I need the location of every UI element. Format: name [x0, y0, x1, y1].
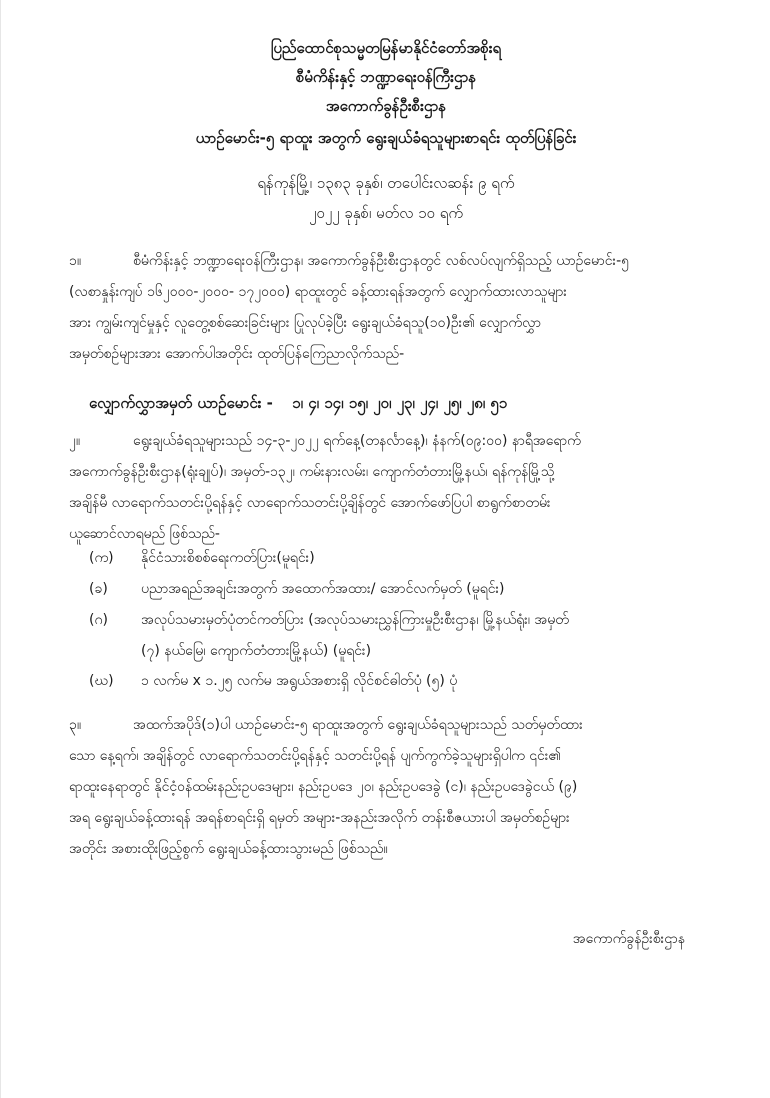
- paragraph-line: ရာထူးနေရာတွင် နိုင်ငံ့ဝန်ထမ်းနည်းဥပဒေများ၊ နည်းဥပဒေ ၂၀၊ နည်းဥပဒေခွဲ (င)၊ နည်းဥပဒေခွဲငယ် (၉): [69, 779, 578, 795]
- myanmar-date: ရန်ကုန်မြို့၊ ၁၃၈၃ ခုနှစ်၊ တပေါင်းလဆန်း ၉ ရက်: [257, 174, 515, 192]
- application-numbers-label: လျှောက်လွှာအမှတ် ယာဉ်မောင်း -: [89, 394, 273, 412]
- list-item: [89, 605, 709, 667]
- selected-application-numbers: [89, 394, 507, 416]
- application-numbers-values: ၁၊ ၄၊ ၁၄၊ ၁၅၊ ၂၀၊ ၂၃၊ ၂၄၊ ၂၅၊ ၂၈၊ ၅၁: [292, 394, 508, 412]
- list-item-text: ပညာအရည်အချင်းအတွက် အထောက်အထား/ အောင်လက်မှတ် (မူရင်း): [141, 581, 505, 597]
- paragraph-3: [69, 710, 709, 865]
- paragraph-number: ၃။: [69, 717, 82, 733]
- paragraph-line: (လစာနှုန်းကျပ် ၁၆၂၀၀၀-၂၀၀၀- ၁၇၂၀၀၀) ရာထူးတွင် ခန့်ထားရန်အတွက် လျှောက်ထားလာသူများ: [69, 284, 567, 300]
- paragraph-line: အရ ရွေးချယ်ခန့်ထားရန် အရန်စာရင်းရှိ ရမှတ် အများ-အနည်းအလိုက် တန်းစီဇယားပါ အမှတ်စဉ်များ: [69, 810, 570, 826]
- paragraph-line: သော နေ့ရက်၊ အချိန်တွင် လာရောက်သတင်းပို့ရန်နှင့် သတင်းပို့ရန် ပျက်ကွက်ခဲ့သူများရှိပါက ၎င်း၏: [69, 748, 561, 764]
- header-ministry: စီမံကိန်းနှင့် ဘဏ္ဍာရေးဝန်ကြီးဌာန: [295, 68, 477, 86]
- paragraph-line: ရွေးချယ်ခံရသူများသည် ၁၄-၃-၂၀၂၂ ရက်နေ့(တနင်္လာနေ့)၊ နံနက်(၀၉:၀၀) နာရီအရောက်: [133, 433, 581, 449]
- header-department: အကောက်ခွန်ဦးစီးဌာန: [325, 97, 447, 115]
- paragraph-line: အား ကျွမ်းကျင်မှုနှင့် လူတွေ့စစ်ဆေးခြင်းများ ပြုလုပ်ခဲ့ပြီး ရွေးချယ်ခံရသူ(၁၀)ဦး၏ လျှောက်လွှာ: [69, 315, 541, 331]
- list-item-marker: (ဂ): [89, 612, 108, 628]
- header-government: ပြည်ထောင်စုသမ္မတမြန်မာနိုင်ငံတော်အစိုးရ: [270, 39, 502, 57]
- paragraph-1: [69, 246, 709, 370]
- signature-department: အကောက်ခွန်ဦးစီးဌာန: [572, 931, 685, 947]
- paragraph-line: အမှတ်စဉ်များအား အောက်ပါအတိုင်း ထုတ်ပြန်ကြေညာလိုက်သည်-: [69, 346, 405, 362]
- document-title: ယာဉ်မောင်း-၅ ရာထူး အတွက် ရွေးချယ်ခံရသူများစာရင်း ထုတ်ပြန်ခြင်း: [195, 129, 577, 147]
- paragraph-line: အတိုင်း အစားထိုးဖြည့်စွက် ရွေးချယ်ခန့်ထားသွားမည် ဖြစ်သည်။: [69, 841, 388, 857]
- list-item-text: နိုင်ငံသားစိစစ်ရေးကတ်ပြား(မူရင်း): [141, 550, 315, 566]
- list-item-marker: (က): [89, 550, 114, 566]
- list-item-text: ၁ လက်မ x ၁.၂၅ လက်မ အရွယ်အစားရှိ လိုင်စင်ဓါတ်ပုံ (၅) ပုံ: [141, 673, 458, 689]
- paragraph-2: [69, 426, 709, 550]
- gregorian-date: ၂၀၂၂ ခုနှစ်၊ မတ်လ ၁၀ ရက်: [308, 204, 463, 222]
- paragraph-line: စီမံကိန်းနှင့် ဘဏ္ဍာရေးဝန်ကြီးဌာန၊ အကောက်ခွန်ဦးစီးဌာနတွင် လစ်လပ်လျက်ရှိသည့် ယာဉ်မောင်း-၅: [133, 253, 630, 269]
- paragraph-line: အကောက်ခွန်ဦးစီးဌာန(ရုံးချုပ်)၊ အမှတ်-၁၃၂၊ ကမ်းနားလမ်း၊ ကျောက်တံတားမြို့နယ်၊ ရန်ကုန်မြို့သို့: [69, 464, 555, 480]
- paragraph-line: ယူဆောင်လာရမည် ဖြစ်သည်-: [69, 526, 220, 542]
- paragraph-line: အချိန်မီ လာရောက်သတင်းပို့ရန်နှင့် လာရောက်သတင်းပို့ချိန်တွင် အောက်ဖော်ပြပါ စာရွက်စာတမ်း: [69, 495, 551, 511]
- paragraph-number: ၁။: [69, 253, 82, 269]
- list-item-text: အလုပ်သမားမှတ်ပုံတင်ကတ်ပြား (အလုပ်သမားညွှန်ကြားမှုဦးစီးဌာန၊ မြို့နယ်ရုံး၊ အမှတ်: [141, 612, 569, 628]
- list-item-text: (၇) နယ်မြေ၊ ကျောက်တံတားမြို့နယ်) (မူရင်း): [141, 643, 372, 659]
- list-item-marker: (ခ): [89, 581, 108, 597]
- paragraph-number: ၂။: [69, 433, 81, 449]
- list-item-marker: (ဃ): [89, 673, 114, 689]
- paragraph-line: အထက်အပိုဒ်(၁)ပါ ယာဉ်မောင်း-၅ ရာထူးအတွက် ရွေးချယ်ခံရသူများသည် သတ်မှတ်ထား: [133, 717, 583, 733]
